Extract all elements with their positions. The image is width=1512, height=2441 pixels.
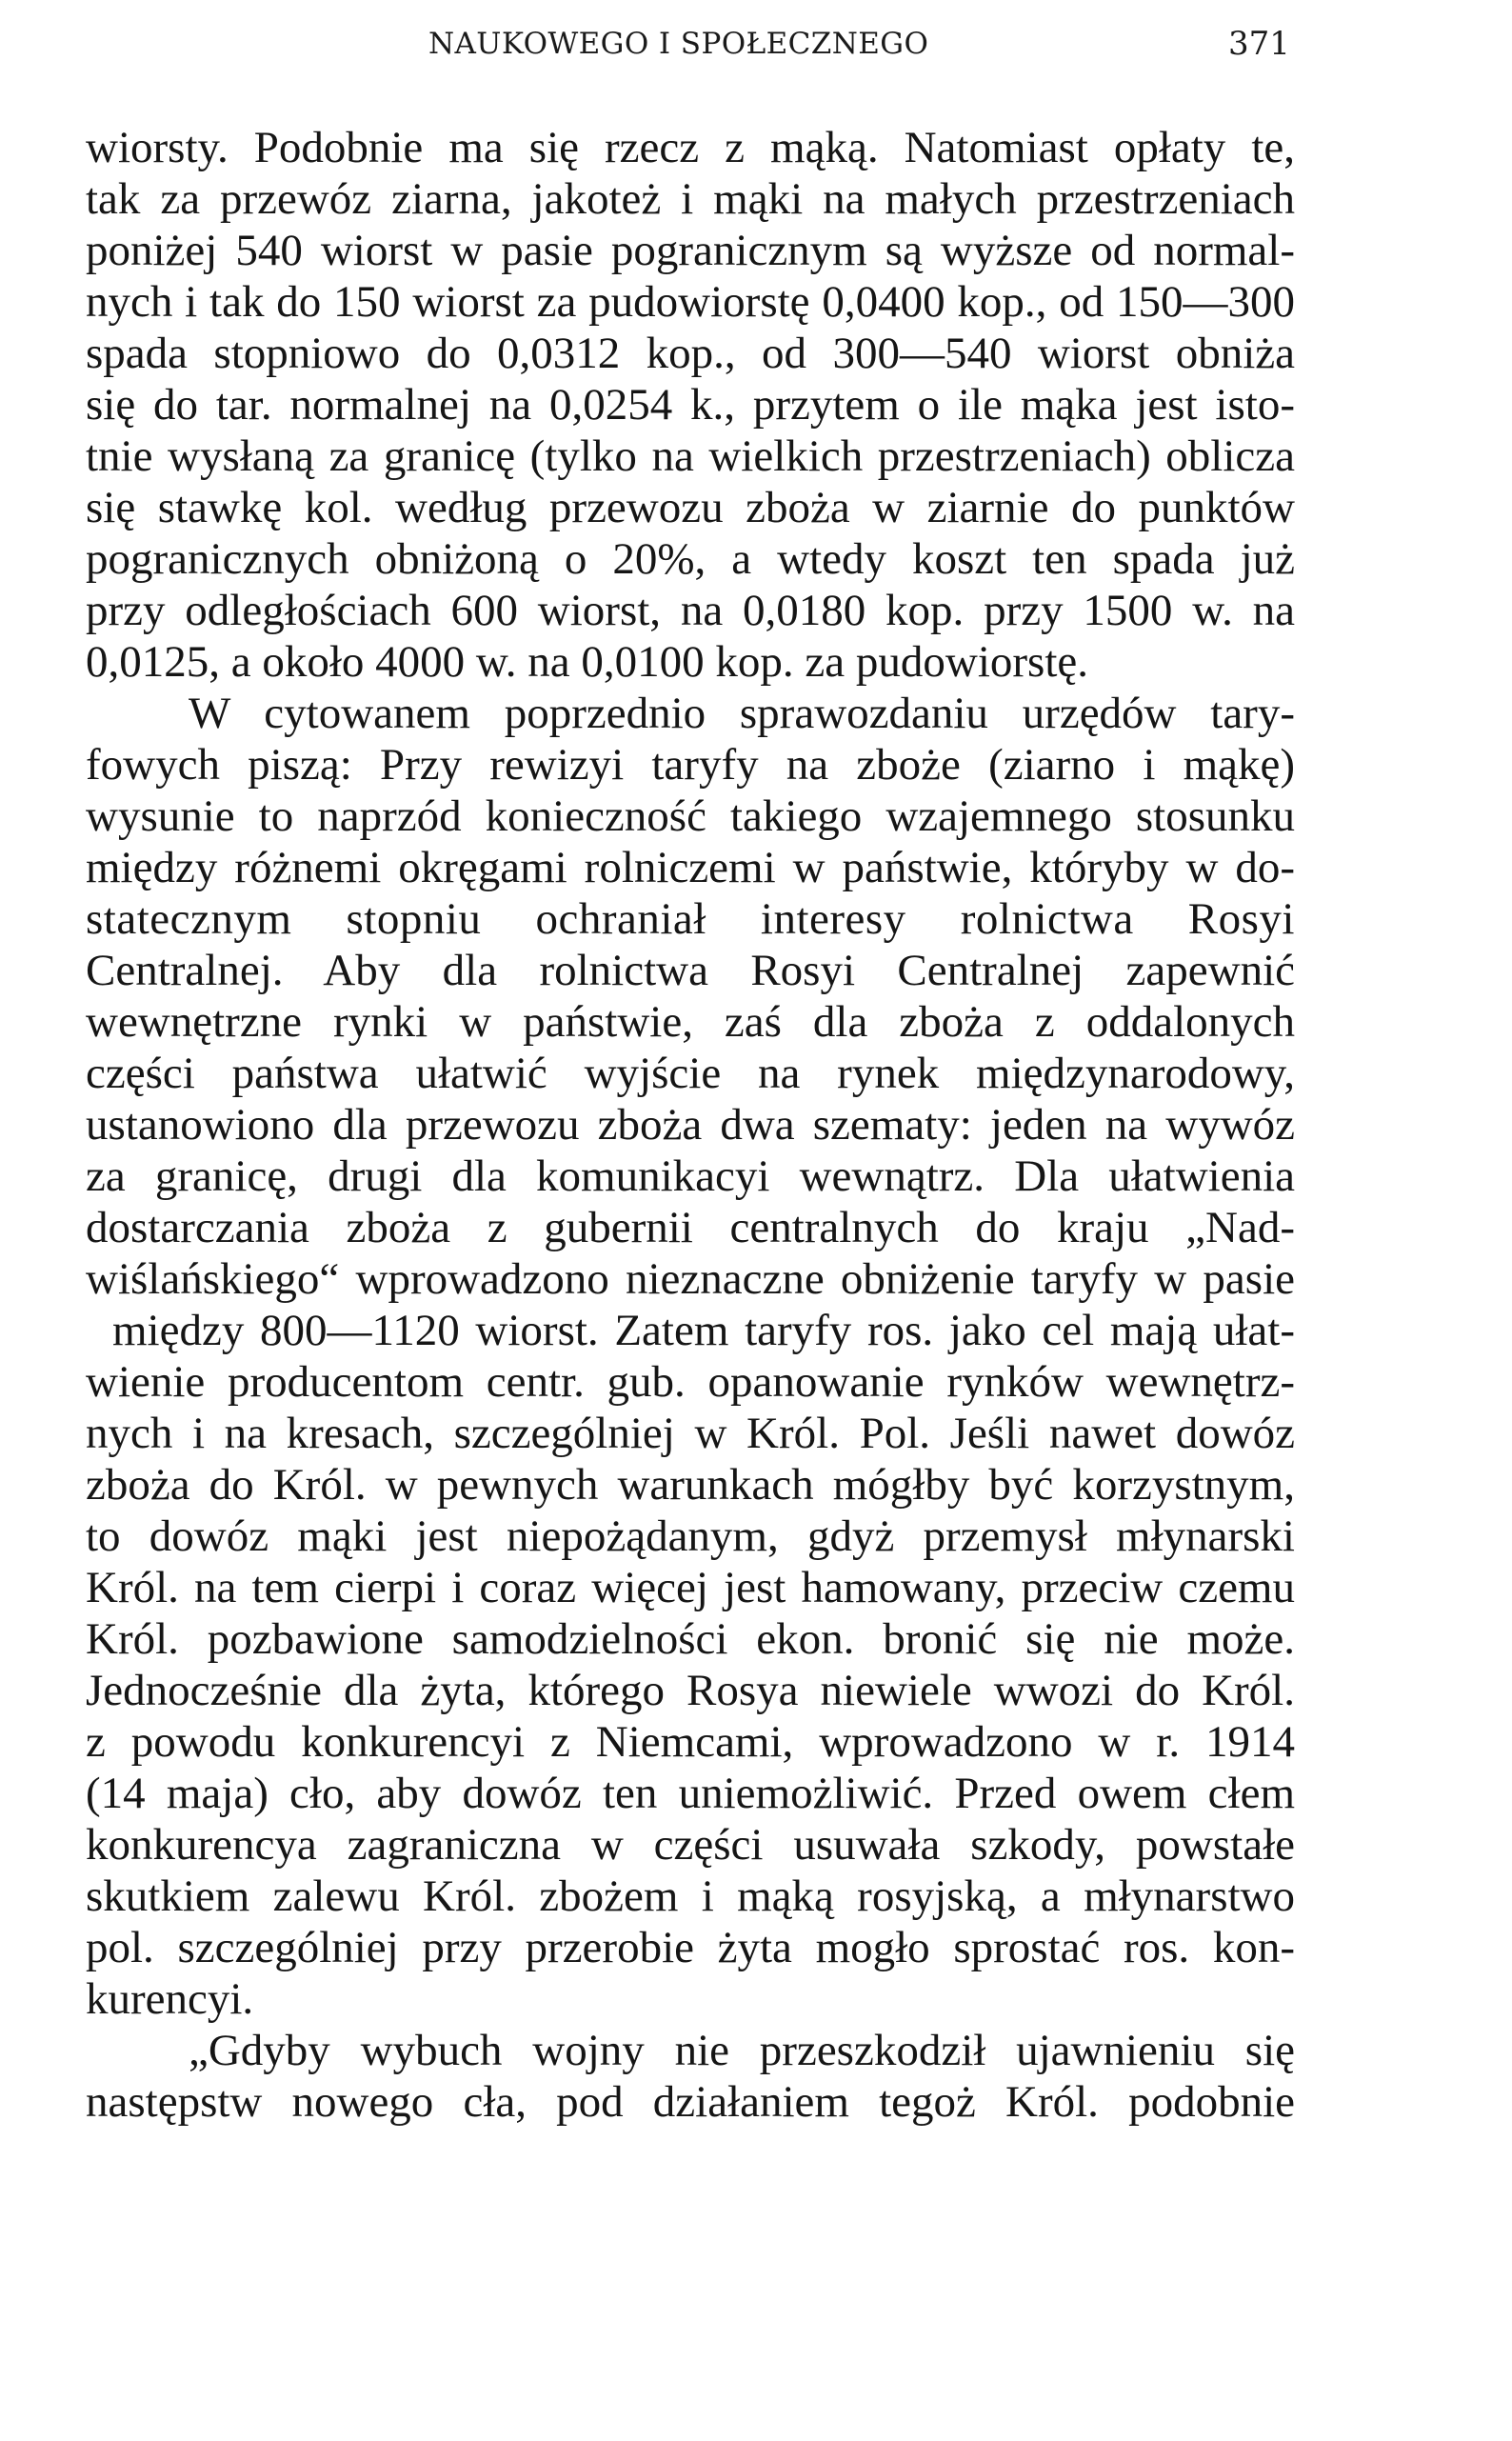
- text-line: skutkiem zalewu Król. zbożem i mąką rosyjską, a młynarstwo: [86, 1871, 1295, 1921]
- text-line: wiorsty. Podobnie ma się rzecz z mąką. Natomiast opłaty te,: [86, 123, 1295, 172]
- text-line: konkurencya zagraniczna w części usuwała szkody, powstałe: [86, 1820, 1295, 1870]
- text-line: Król. pozbawione samodzielności ekon. bronić się nie może.: [86, 1614, 1295, 1664]
- text-line: to dowóz mąki jest niepożądanym, gdyż przemysł młynarski: [86, 1511, 1295, 1561]
- text-line: 0,0125, a około 4000 w. na 0,0100 kop. za pudowiorstę.: [86, 637, 1089, 687]
- text-line: tak za przewóz ziarna, jakoteż i mąki na małych przestrzeniach: [86, 174, 1295, 224]
- text-line: Jednocześnie dla żyta, którego Rosya niewiele wwozi do Król.: [86, 1666, 1295, 1715]
- text-line: wienie producentom centr. gub. opanowanie rynków wewnętrz-: [86, 1357, 1295, 1407]
- text-line: wewnętrzne rynki w państwie, zaś dla zboża z oddalonych: [86, 997, 1295, 1047]
- text-line: części państwa ułatwić wyjście na rynek międzynarodowy,: [86, 1049, 1295, 1098]
- text-line: z powodu konkurencyi z Niemcami, wprowadzono w r. 1914: [86, 1717, 1295, 1767]
- text-line: za granicę, drugi dla komunikacyi wewnątrz. Dla ułatwienia: [86, 1151, 1295, 1201]
- running-head: NAUKOWEGO I SPOŁECZNEGO: [428, 27, 929, 61]
- text-line: nych i tak do 150 wiorst za pudowiorstę 0,0400 kop., od 150—300: [86, 277, 1295, 327]
- text-line: poniżej 540 wiorst w pasie pogranicznym są wyższe od normal-: [86, 226, 1295, 275]
- text-line: ustanowiono dla przewozu zboża dwa szematy: jeden na wywóz: [86, 1100, 1295, 1150]
- page-number: 371: [1228, 25, 1290, 63]
- text-line: się do tar. normalnej na 0,0254 k., przytem o ile mąka jest isto-: [86, 380, 1295, 430]
- text-line: przy odległościach 600 wiorst, na 0,0180 kop. przy 1500 w. na: [86, 586, 1295, 635]
- text-line: spada stopniowo do 0,0312 kop., od 300—540 wiorst obniża: [86, 329, 1295, 378]
- text-line: kurencyi.: [86, 1974, 254, 2024]
- text-line: następstw nowego cła, pod działaniem tegoż Król. podobnie: [86, 2077, 1295, 2127]
- text-line: pogranicznych obniżoną o 20%, a wtedy koszt ten spada już: [86, 534, 1295, 584]
- text-line: wysunie to naprzód konieczność takiego wzajemnego stosunku: [86, 791, 1295, 841]
- text-line: wiślańskiego“ wprowadzono nieznaczne obniżenie taryfy w pasie: [86, 1254, 1295, 1304]
- text-line: zboża do Król. w pewnych warunkach mógłby być korzystnym,: [86, 1460, 1295, 1510]
- text-line: się stawkę kol. według przewozu zboża w ziarnie do punktów: [86, 483, 1295, 532]
- text-line: nych i na kresach, szczególniej w Król. Pol. Jeśli nawet dowóz: [86, 1409, 1295, 1458]
- text-line: (14 maja) cło, aby dowóz ten uniemożliwić. Przed owem cłem: [86, 1769, 1295, 1818]
- text-line: Król. na tem cierpi i coraz więcej jest hamowany, przeciw czemu: [86, 1563, 1295, 1612]
- text-line-indent: W cytowanem poprzednio sprawozdaniu urzędów tary-: [189, 689, 1295, 738]
- text-line-indent: „Gdyby wybuch wojny nie przeszkodził ujawnieniu się: [189, 2026, 1295, 2075]
- text-line: Centralnej. Aby dla rolnictwa Rosyi Centralnej zapewnić: [86, 946, 1295, 995]
- text-line: między różnemi okręgami rolniczemi w państwie, któryby w do-: [86, 843, 1295, 892]
- text-line: statecznym stopniu ochraniał interesy rolnictwa Rosyi: [86, 894, 1295, 944]
- text-line: tnie wysłaną za granicę (tylko na wielkich przestrzeniach) oblicza: [86, 431, 1295, 481]
- text-line: dostarczania zboża z gubernii centralnych do kraju „Nad-: [86, 1203, 1295, 1252]
- text-line: między 800—1120 wiorst. Zatem taryfy ros. jako cel mają ułat-: [112, 1306, 1295, 1355]
- body-text: [86, 122, 1295, 2128]
- text-line: fowych piszą: Przy rewizyi taryfy na zboże (ziarno i mąkę): [86, 740, 1295, 790]
- text-line: pol. szczególniej przy przerobie żyta mogło sprostać ros. kon-: [86, 1923, 1295, 1972]
